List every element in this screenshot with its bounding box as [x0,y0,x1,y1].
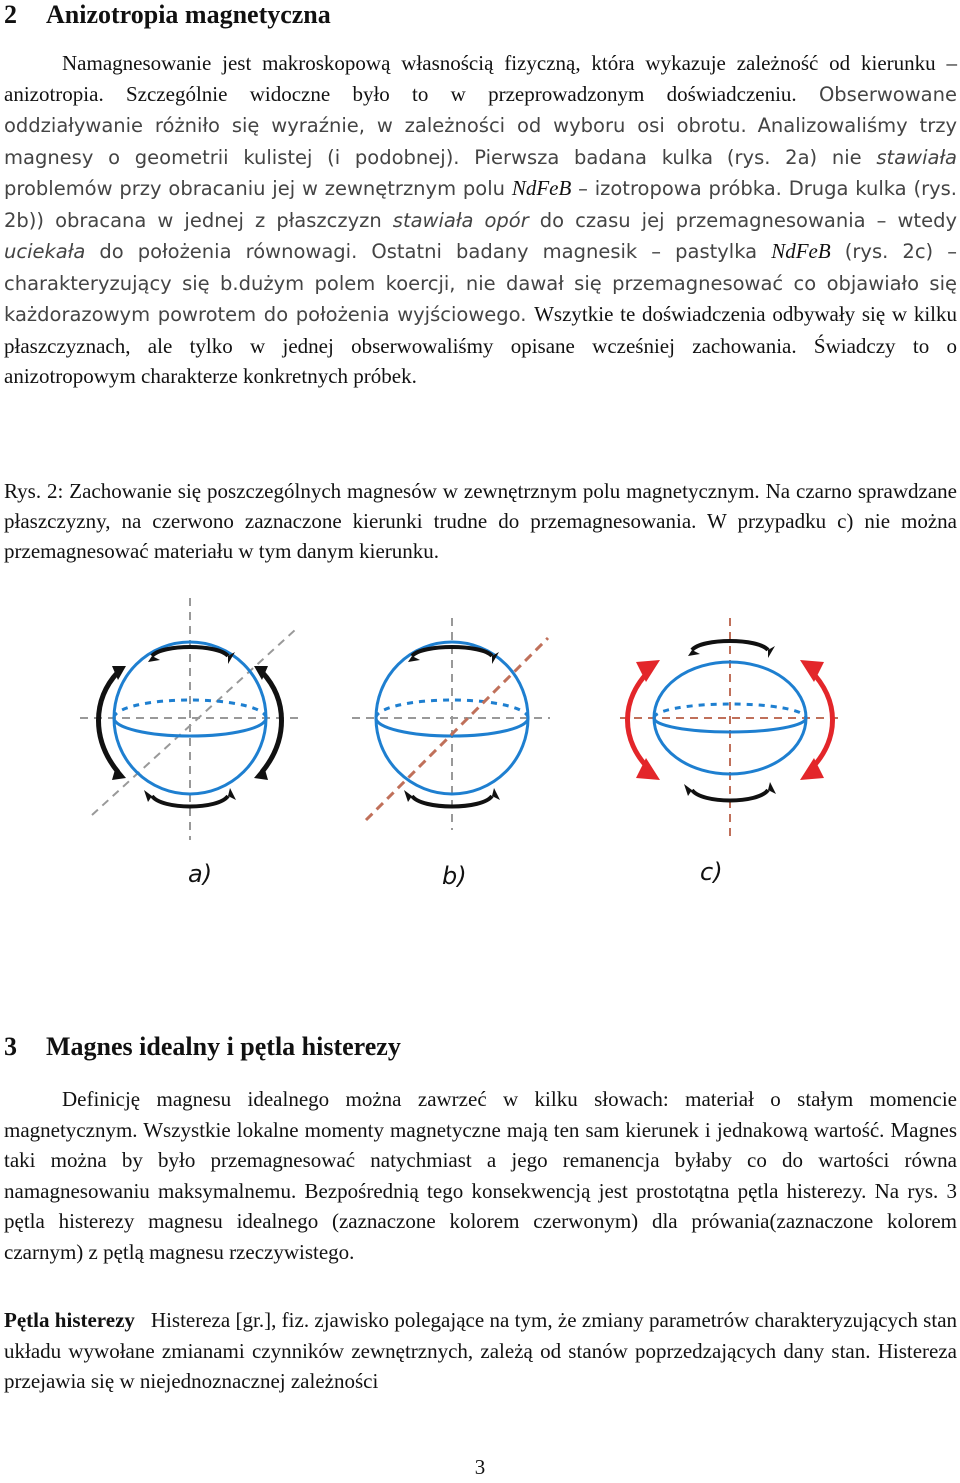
section-number: 3 [4,1032,17,1061]
section-2-paragraph [4,48,957,392]
para-text: od kierunku – anizotropia. Szczególnie widoczne było to w przeprowadzonym doświadczeniu. [4,51,957,106]
left-hard-arrow [628,670,651,770]
sphere-b [352,618,550,890]
label-a: a) [188,860,213,888]
para-text: do czasu jej przemagnesowania – wtedy [528,208,957,232]
section-title: Magnes idealny i pętla histerezy [46,1032,401,1061]
sphere-c [620,618,838,886]
para-emph: stawiała opór [392,208,529,232]
para-text: Wszytkie te doświadczenia odbywały się w kilku płaszczyznach, ale tylko w jednej obserwowaliśmy opisane wcześniej zachowania. Świadczy to o anizotropowym charakterze konkretnych próbek. [4,302,957,388]
figure-spheres [40,590,920,910]
para-text: (rys. 2c) – charakteryzujący się b.dużym polem koercji, nie dawał się przemagnesować co objawiało się każdorazowym powrotem do położenia wyjściowego. [4,240,957,326]
para-math: NdFeB [511,176,572,200]
para-emph: stawiała [876,145,958,169]
definition-paragraph [4,1305,957,1397]
section-3-heading [4,1032,401,1062]
para-text: Analizowaliśmy trzy magnesy o geometrii kulistej (i podobnej). Pierwsza badana kulka [4,114,957,169]
section-2-heading [4,0,331,30]
para-text: Namagnesowanie jest makroskopową własnością fizyczną, która wykazuje zależność [62,51,819,75]
section-3-paragraph [4,1084,957,1267]
sphere-a [80,598,302,888]
section-number: 2 [4,0,17,29]
definition-text: Histereza [gr.], fiz. zjawisko polegające na tym, że zmiany parametrów charakteryzujących stan układu wywołane zmianami czynników zewnętrznych, zależą od stanów poprzedzających dany stan. Histereza przejawia się w niejednoznacznej zależności [4,1308,958,1393]
figure-caption: Rys. 2: Zachowanie się poszczególnych magnesów w zewnętrznym polu magnetycznym. Na czarno sprawdzane płaszczyzny, na czerwono zaznaczone kierunki trudne do przemagnesowania. W przypadku c) nie można przemagnesować materiału w tym danym kierunku. [4,479,957,563]
label-c: c) [700,858,723,886]
para-text: Obserwowane oddziaływanie różniło się wyraźnie, w zależności od wyboru osi obrotu. [4,82,957,137]
para-text: problemów przy obracaniu jej w zewnętrznym polu [4,177,512,200]
para-text: (rys. 2a) nie [726,145,877,169]
right-hard-arrow [810,670,833,770]
page-number: 3 [474,1455,486,1479]
para-text: – izotropowa próbka. Druga kulka (rys. 2b)) obracana w jednej z płaszczyzn [4,177,957,232]
para-emph: uciekała [4,240,86,263]
definition-term: Pętla histerezy [4,1308,135,1332]
para-text: Definicję magnesu idealnego można zawrzeć w kilku słowach: materiał o stałym momencie magnetycznym. Wszystkie lokalne momenty magnetyczne mają ten sam kierunek i jednakową wartość. Magnes taki można by było przemagnesować natychmiast a jego remanencja byłaby co do wartości równa namagnesowaniu maksymalnemu. Bezpośrednią tego konsekwencją jest prostotątna pętla histerezy. Na rys. 3 pętla histerezy magnesu idealnego (zaznaczone kolorem czerwonym) dla prówania(zaznaczone kolorem czarnym) z pętlą magnesu rzeczywistego. [4,1087,957,1264]
section-title: Anizotropia magnetyczna [46,0,331,29]
label-b: b) [442,862,467,890]
para-text: do położenia równowagi. Ostatni badany magnesik – pastylka [85,240,772,263]
para-math: NdFeB [771,239,831,263]
